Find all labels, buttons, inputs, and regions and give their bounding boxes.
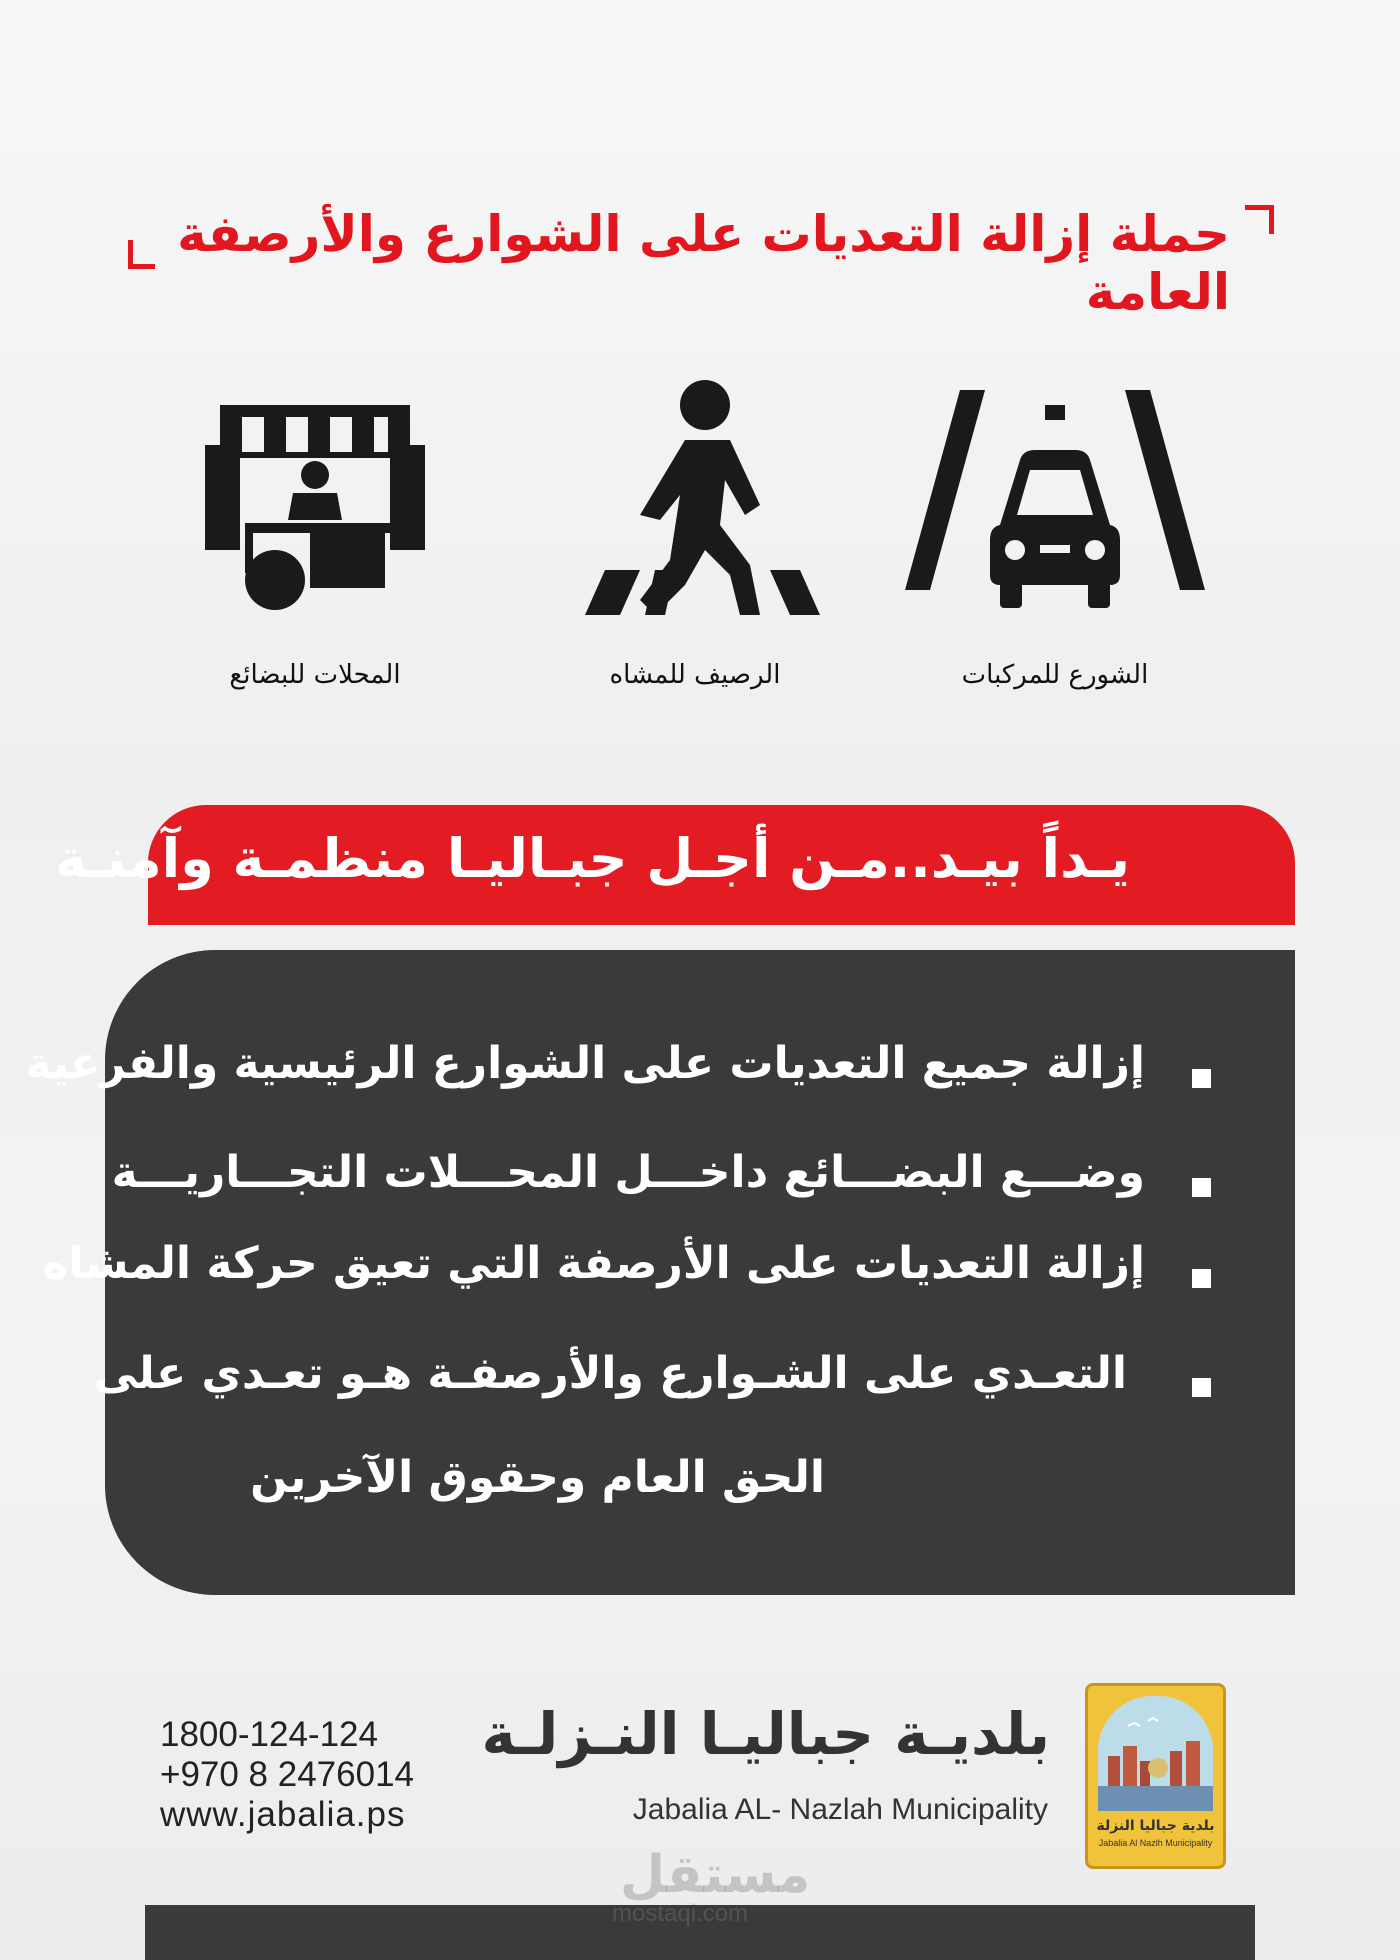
shop-stall-icon (165, 375, 465, 635)
rule-item-continuation: الحق العام وحقوق الآخرين (250, 1452, 825, 1503)
rule-item: إزالة جميع التعديات على الشوارع الرئيسية والفرعية (25, 1038, 1145, 1089)
rules-panel (25, 950, 1295, 1595)
rule-item: إزالة التعديات على الأرصفة التي تعيق حركة المشاه (42, 1238, 1145, 1289)
pedestrian-crossing-icon (545, 375, 845, 635)
car-on-road-icon (905, 375, 1205, 635)
slogan-text: يـداً بيـد..مـن أجـل جبـاليـا منظمـة وآمنـة (55, 827, 1130, 890)
icon-label-shops: المحلات للبضائع (229, 660, 401, 690)
logo-text-ar: بلدية جباليا النزلة (1096, 1818, 1215, 1834)
phone-toll-free: 1800-124-124 (160, 1715, 378, 1754)
logo-emblem-icon (1098, 1696, 1213, 1811)
municipality-name-ar: بلديـة جباليـا النـزلـة (481, 1700, 1050, 1768)
phone-number: +970 8 2476014 (160, 1755, 415, 1794)
logo-text-en: Jabalia Al Nazlh Municipality (1098, 1838, 1213, 1848)
bullet-square-icon (1192, 1378, 1211, 1397)
watermark-ar: مستقل (620, 1845, 811, 1905)
bullet-square-icon (1192, 1069, 1211, 1088)
icon-label-sidewalk: الرصيف للمشاه (609, 660, 781, 690)
bullet-square-icon (1192, 1269, 1211, 1288)
municipality-logo (1085, 1683, 1226, 1869)
campaign-title: حملة إزالة التعديات على الشوارع والأرصفة العامة (177, 205, 1230, 321)
title-corner-top-right (1245, 205, 1274, 234)
municipality-name-en: Jabalia AL- Nazlah Municipality (632, 1793, 1048, 1826)
icon-label-road: الشورع للمركبات (961, 660, 1149, 690)
watermark-en: mostaqi.com (612, 1900, 749, 1927)
bullet-square-icon (1192, 1178, 1211, 1197)
slogan-banner (55, 805, 1295, 925)
website-link[interactable]: www.jabalia.ps (160, 1795, 406, 1834)
rule-item: وضـــع البضـــائع داخـــل المحـــلات التجـــاريـــة (111, 1147, 1145, 1198)
rule-item: التعـدي على الشـوارع والأرصفـة هـو تعـدي على (93, 1348, 1127, 1399)
